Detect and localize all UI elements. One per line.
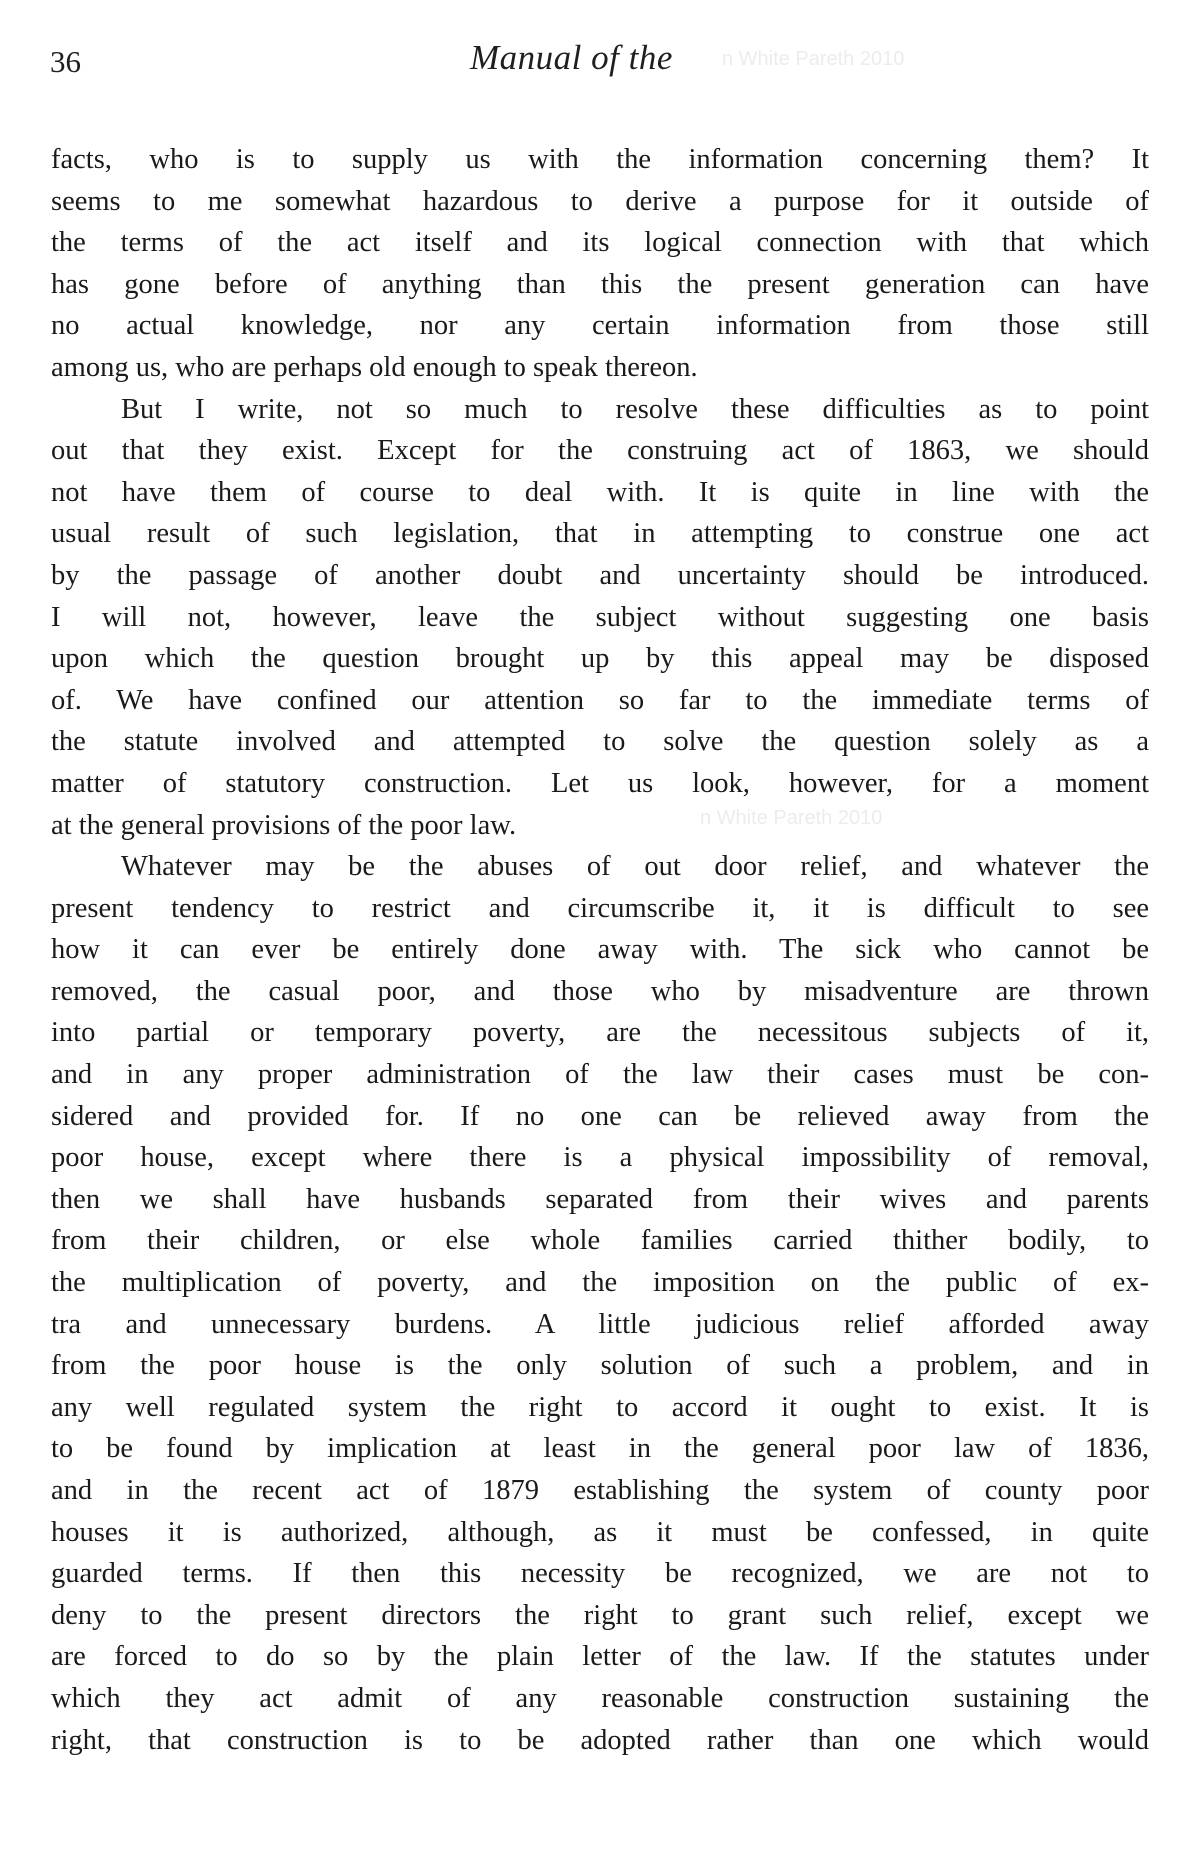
text-line: houses it is authorized, although, as it must be confessed, in quite [51,1516,1149,1548]
running-title: Manual of the [470,38,673,77]
text-line: seems to me somewhat hazardous to derive a purpose for it outside of [51,185,1149,217]
text-line: of. We have confined our attention so far to the immediate terms of [51,684,1149,716]
text-line: not have them of course to deal with. It is quite in line with the [51,476,1149,508]
text-line: to be found by implication at least in the general poor law of 1836, [51,1433,1149,1465]
text-line: by the passage of another doubt and uncertainty should be introduced. [51,559,1149,591]
text-line: out that they exist. Except for the construing act of 1863, we should [51,435,1149,467]
text-line: from the poor house is the only solution of such a problem, and in [51,1350,1149,1382]
text-line: which they act admit of any reasonable construction sustaining the [51,1682,1149,1714]
text-line: present tendency to restrict and circumscribe it, it is difficult to see [51,892,1149,924]
text-line: I will not, however, leave the subject without suggesting one basis [51,601,1149,633]
text-line: how it can ever be entirely done away with. The sick who cannot be [51,934,1149,966]
page-number: 36 [50,44,81,79]
text-line: deny to the present directors the right to grant such relief, except we [51,1599,1149,1631]
text-line: poor house, except where there is a physical impossibility of removal, [51,1142,1149,1174]
text-line: upon which the question brought up by this appeal may be disposed [51,643,1149,675]
text-line: right, that construction is to be adopted rather than one which would [51,1724,1149,1756]
text-line: no actual knowledge, nor any certain information from those still [51,310,1149,342]
text-line: tra and unnecessary burdens. A little judicious relief afforded away [51,1308,1149,1340]
text-line: facts, who is to supply us with the information concerning them? It [51,144,1149,175]
paragraph [51,139,1149,389]
text-line: the multiplication of poverty, and the imposition on the public of ex- [51,1267,1149,1299]
text-line: has gone before of anything than this the present generation can have [51,268,1149,300]
text-line: matter of statutory construction. Let us look, however, for a moment [51,767,1149,799]
text-line: and in the recent act of 1879 establishing the system of county poor [51,1475,1149,1506]
text-line: the terms of the act itself and its logical connection with that which [51,227,1149,259]
text-line: the statute involved and attempted to solve the question solely as a [51,726,1149,758]
text-line: into partial or temporary poverty, are the necessitous subjects of it, [51,1017,1149,1049]
text-line: from their children, or else whole families carried thither bodily, to [51,1225,1149,1257]
text-line: any well regulated system the right to accord it ought to exist. It is [51,1391,1149,1423]
watermark-middle: n White Pareth 2010 [700,807,883,829]
body-text [51,139,1149,1761]
paragraph [51,846,1149,1761]
text-line: Whatever may be the abuses of out door relief, and whatever the [121,851,1149,883]
watermark-top: n White Pareth 2010 [722,48,905,70]
text-line: then we shall have husbands separated from their wives and parents [51,1183,1149,1215]
text-line: But I write, not so much to resolve these difficulties as to point [121,393,1149,425]
text-line: among us, who are perhaps old enough to speak thereon. [51,351,698,383]
text-line: and in any proper administration of the law their cases must be con- [51,1059,1149,1091]
text-line: usual result of such legislation, that in attempting to construe one act [51,518,1149,550]
paragraph [51,389,1149,847]
text-line: sidered and provided for. If no one can be relieved away from the [51,1100,1149,1132]
text-line: are forced to do so by the plain letter of the law. If the statutes under [51,1641,1149,1673]
text-line: at the general provisions of the poor law. [51,809,517,841]
text-line: removed, the casual poor, and those who by misadventure are thrown [51,975,1149,1007]
text-line: guarded terms. If then this necessity be recognized, we are not to [51,1558,1149,1590]
